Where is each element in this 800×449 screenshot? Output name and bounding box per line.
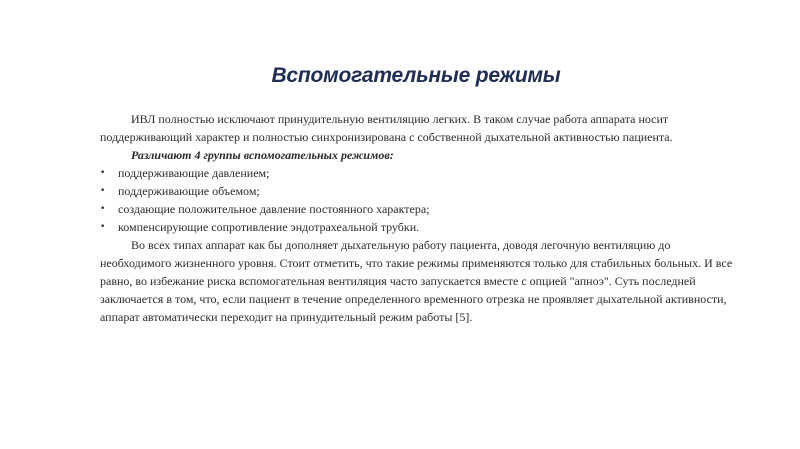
slide-title: Вспомогательные режимы [271, 64, 561, 87]
slide-body [100, 110, 740, 326]
bullet-list [100, 164, 740, 236]
bullet-text: компенсирующие сопротивление эндотрахеальной трубки. [118, 220, 420, 234]
bullet-item [100, 200, 740, 218]
bullet-icon: • [100, 222, 106, 232]
intro-paragraph: ИВЛ полностью исключают принудительную вентиляцию легких. В таком случае работа аппарата носит поддерживающий характер и полностью синхронизирована с собственной дыхательной активностью пациента. [100, 112, 673, 144]
bullet-icon: • [100, 186, 106, 196]
bullet-text: создающие положительное давление постоянного характера; [118, 202, 430, 216]
bullet-icon: • [100, 168, 106, 178]
bullet-item [100, 164, 740, 182]
lead-line: Различают 4 группы вспомогательных режимов: [131, 148, 394, 162]
bullet-item [100, 218, 740, 236]
bullet-icon: • [100, 204, 106, 214]
closing-paragraph: Во всех типах аппарат как бы дополняет дыхательную работу пациента, доводя легочную вентиляцию до необходимого жизненного уровня. Стоит отметить, что такие режимы применяются только для стабильных больных. И все равно, во избежание риска вспомогательная вентиляция часто запускается вместе с опцией "апноэ". Суть последней заключается в том, что, если пациент в течение определенного временного отрезка не проявляет дыхательной активности, аппарат автоматически переходит на принудительный режим работы [5]. [100, 238, 733, 324]
bullet-text: поддерживающие объемом; [118, 184, 260, 198]
bullet-text: поддерживающие давлением; [118, 166, 270, 180]
bullet-item [100, 182, 740, 200]
